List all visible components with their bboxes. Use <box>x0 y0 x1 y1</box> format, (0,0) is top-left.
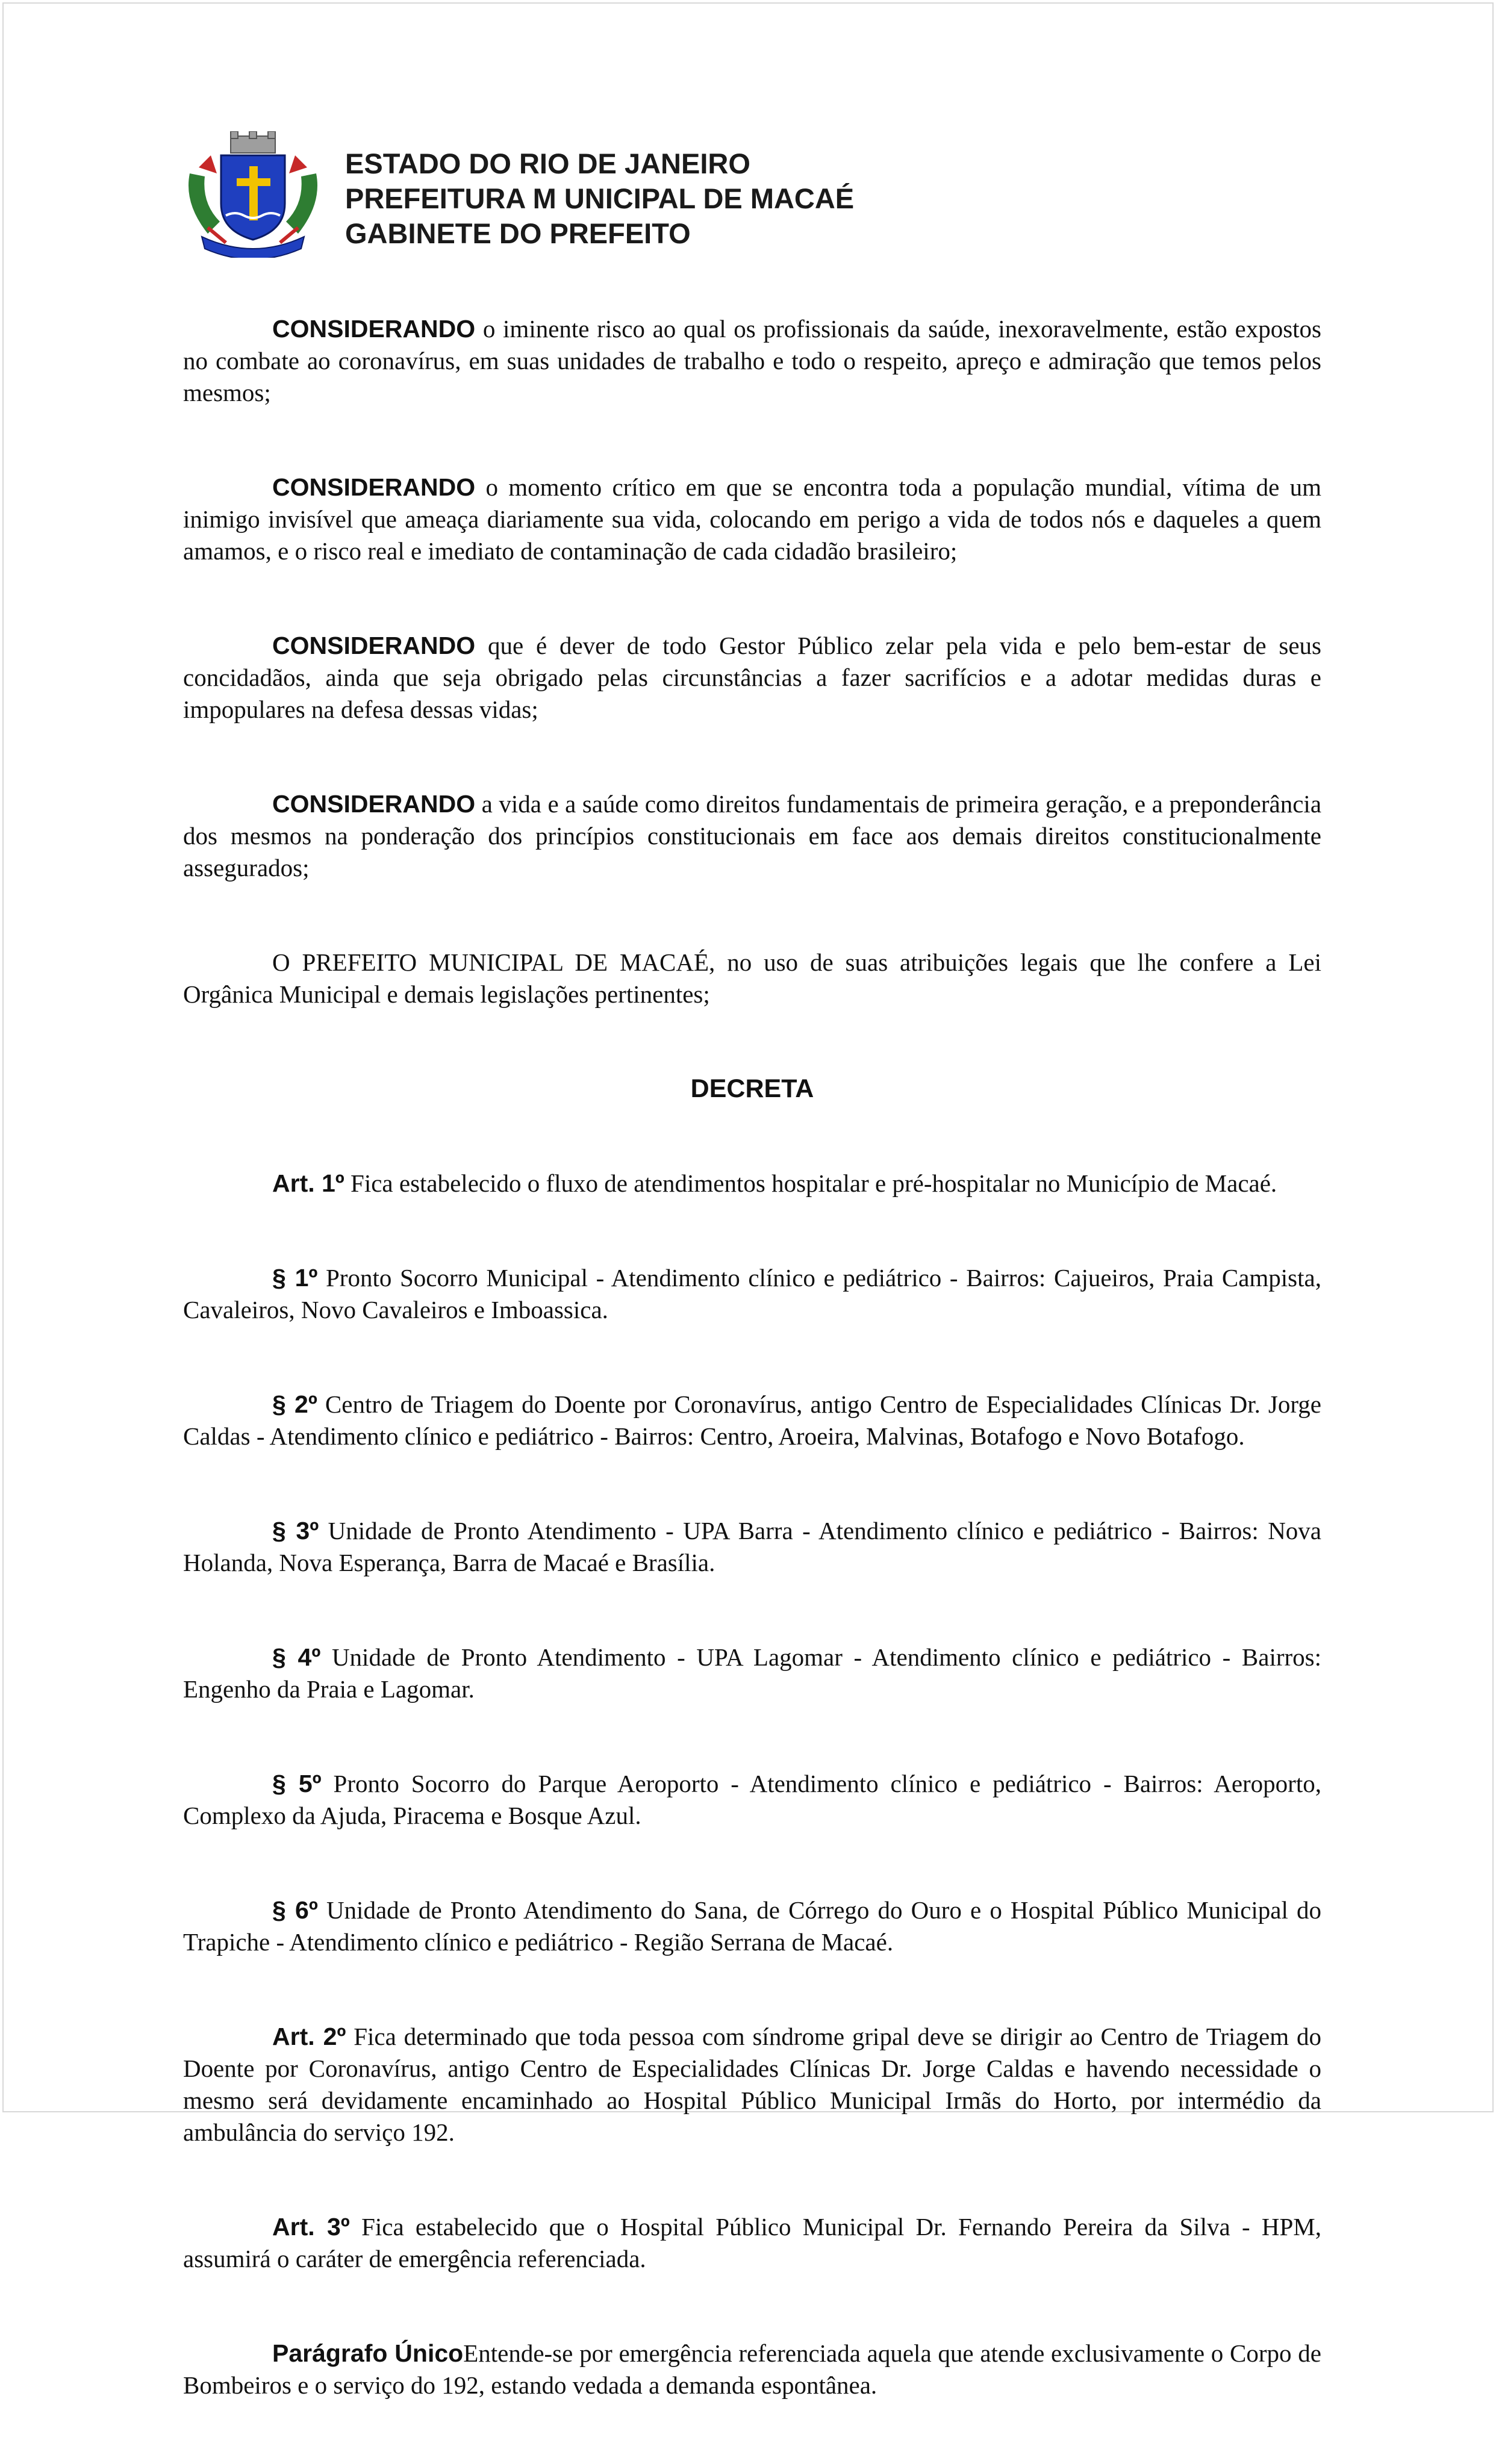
section-text: Unidade de Pronto Atendimento - UPA Lagomar - Atendimento clínico e pediátrico - Bairros: Engenho da Praia e Lagomar. <box>183 1643 1321 1703</box>
article-mark: Art. 1º <box>272 1169 344 1197</box>
considerando-paragraph <box>183 788 1321 884</box>
article-1-paragraph-4 <box>183 1641 1321 1705</box>
paragraph-lead: CONSIDERANDO <box>272 315 476 343</box>
paragraph-text: que é dever de todo Gestor Público zelar pela vida e pelo bem-estar de seus concidadãos, ainda que seja obrigado pelas circunstâncias a fazer sacrifícios e a adotar medidas duras e impopulares na defesa dessas vidas; <box>183 632 1322 723</box>
article-1-paragraph-2 <box>183 1389 1321 1452</box>
considerando-paragraph <box>183 630 1321 726</box>
article-text: Fica estabelecido que o Hospital Público Municipal Dr. Fernando Pereira da Silva - HPM, assumirá o caráter de emergência referenciada. <box>183 2213 1322 2273</box>
letterhead <box>184 131 854 258</box>
article-3-sole-paragraph <box>183 2338 1321 2401</box>
sole-paragraph-mark: Parágrafo Único <box>272 2339 464 2367</box>
article-1 <box>183 1168 1321 1199</box>
paragraph-lead: CONSIDERANDO <box>272 632 476 659</box>
decree-body <box>183 313 1321 2464</box>
article-1-paragraph-3 <box>183 1515 1321 1579</box>
article-2 <box>183 2021 1321 2148</box>
article-text: Fica determinado que toda pessoa com síndrome gripal deve se dirigir ao Centro de Triagem do Doente por Coronavírus, antigo Centro de Especialidades Clínicas Dr. Jorge Caldas e havendo necessidade o mesmo será devidamente encaminhado ao Hospital Público Municipal Irmãs do Horto, por intermédio da ambulância do serviço 192. <box>183 2023 1321 2146</box>
article-1-paragraph-5 <box>183 1768 1321 1832</box>
article-text: Fica estabelecido o fluxo de atendimentos hospitalar e pré-hospitalar no Município de Macaé. <box>351 1169 1277 1197</box>
office-name: GABINETE DO PREFEITO <box>345 217 691 249</box>
section-text: Pronto Socorro Municipal - Atendimento clínico e pediátrico - Bairros: Cajueiros, Praia Campista, Cavaleiros, Novo Cavaleiros e Imboassica. <box>183 1264 1321 1324</box>
article-mark: Art. 3º <box>272 2213 350 2241</box>
article-mark: Art. 2º <box>272 2023 346 2050</box>
section-mark: § 6º <box>272 1896 318 1924</box>
decreta-heading: DECRETA <box>690 1074 814 1103</box>
section-text: Pronto Socorro do Parque Aeroporto - Atendimento clínico e pediátrico - Bairros: Aeroporto, Complexo da Ajuda, Piracema e Bosque Azul. <box>183 1770 1321 1829</box>
considerando-paragraph <box>183 313 1321 409</box>
article-1-paragraph-6 <box>183 1894 1321 1958</box>
section-mark: § 1º <box>272 1264 318 1292</box>
city-hall-name: PREFEITURA M UNICIPAL DE MACAÉ <box>345 182 855 214</box>
section-mark: § 5º <box>272 1770 322 1797</box>
section-text: Unidade de Pronto Atendimento - UPA Barra - Atendimento clínico e pediátrico - Bairros: Nova Holanda, Nova Esperança, Barra de Macaé e Brasília. <box>183 1517 1321 1576</box>
state-name: ESTADO DO RIO DE JANEIRO <box>345 148 750 179</box>
section-text: Centro de Triagem do Doente por Coronavírus, antigo Centro de Especialidades Clínicas Dr. Jorge Caldas - Atendimento clínico e pediátrico - Bairros: Centro, Aroeira, Malvinas, Botafogo e Novo Botafogo. <box>183 1390 1321 1450</box>
section-mark: § 4º <box>272 1643 321 1671</box>
paragraph-text: o iminente risco ao qual os profissionais da saúde, inexoravelmente, estão expostos no combate ao coronavírus, em suas unidades de trabalho e todo o respeito, apreço e admiração que temos pelos mesmos; <box>183 315 1321 406</box>
section-mark: § 2º <box>272 1390 317 1418</box>
letterhead-text <box>345 138 854 251</box>
section-mark: § 3º <box>272 1517 319 1545</box>
section-text: Unidade de Pronto Atendimento do Sana, de Córrego do Ouro e o Hospital Público Municipal do Trapiche - Atendimento clínico e pediátrico - Região Serrana de Macaé. <box>183 1896 1321 1956</box>
paragraph-lead: CONSIDERANDO <box>272 473 476 501</box>
paragraph-text: O PREFEITO MUNICIPAL DE MACAÉ, no uso de suas atribuições legais que lhe confere a Lei Orgânica Municipal e demais legislações pertinentes; <box>183 948 1321 1008</box>
considerando-paragraph <box>183 471 1321 567</box>
paragraph-lead: CONSIDERANDO <box>272 790 476 818</box>
paragraph-text: o momento crítico em que se encontra toda a população mundial, vítima de um inimigo invisível que ameaça diariamente sua vida, colocando em perigo a vida de todos nós e daqueles a quem amamos, e o risco real e imediato de contaminação de cada cidadão brasileiro; <box>183 473 1322 565</box>
mayor-paragraph <box>183 947 1321 1010</box>
sole-paragraph-text: Entende-se por emergência referenciada aquela que atende exclusivamente o Corpo de Bombeiros e o serviço do 192, estando vedada a demanda espontânea. <box>183 2339 1321 2399</box>
paragraph-text: a vida e a saúde como direitos fundamentais de primeira geração, e a preponderância dos mesmos na ponderação dos princípios constitucionais em face aos demais direitos constitucionalmente assegurados; <box>183 790 1322 882</box>
article-1-paragraph-1 <box>183 1262 1321 1326</box>
municipal-coat-of-arms-icon <box>184 131 322 258</box>
article-3 <box>183 2211 1321 2275</box>
